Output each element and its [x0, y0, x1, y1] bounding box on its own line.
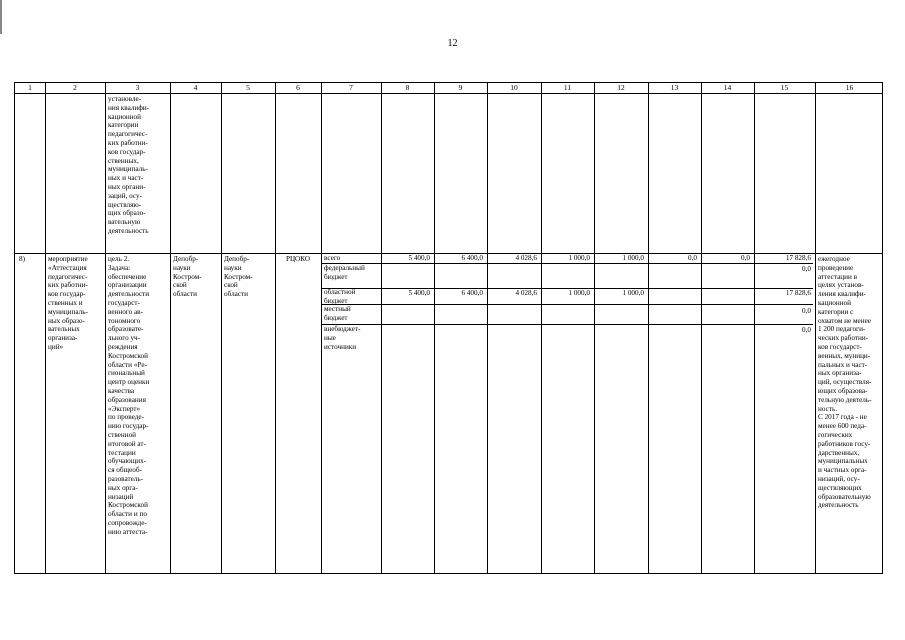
- header-col-3: 3: [135, 83, 140, 92]
- header-col-16: 16: [845, 83, 854, 92]
- header-rule: [15, 93, 882, 94]
- header-col-4: 4: [193, 83, 198, 92]
- extrabudget-col15: 0,0: [802, 326, 811, 334]
- col-divider: [321, 83, 322, 573]
- col-divider: [105, 83, 106, 573]
- col-divider: [381, 83, 382, 573]
- co-executor: Депобр- науки Костром- ской области: [224, 255, 253, 299]
- page-number: 12: [447, 38, 458, 49]
- header-col-9: 9: [458, 83, 463, 92]
- funding-rule: [321, 304, 813, 305]
- col-divider: [45, 83, 46, 573]
- col-divider: [541, 83, 542, 573]
- regional-col10: 4 028,6: [515, 289, 537, 297]
- regional-col11: 1 000,0: [568, 289, 590, 297]
- total-col10: 4 028,6: [515, 254, 537, 262]
- total-col11: 1 000,0: [568, 254, 590, 262]
- header-col-13: 13: [670, 83, 679, 92]
- row-number: 8): [19, 255, 25, 263]
- regional-col8: 5 400,0: [408, 289, 430, 297]
- regional-col12: 1 000,0: [622, 289, 644, 297]
- total-col9: 6 400,0: [461, 254, 483, 262]
- funding-label-extrabudget: внебюджет- ные источники: [324, 325, 361, 351]
- total-col12: 1 000,0: [622, 254, 644, 262]
- funding-label-total: всего: [324, 254, 341, 262]
- header-col-7: 7: [349, 83, 353, 92]
- event-goal: цель 2. Задача: обеспечение организации деятельности государст- венного ав- тономного образовате- льного уч- реждения Костромской области «Ре- гиональный центр оценки качества образования «Эксперт» по проведе- нию государ- ственной итоговой ат- тестации обучающих- ся общеоб- разователь- ных орга- низаций Костромской области и по сопровожде- нию аттеста-: [108, 255, 150, 536]
- header-col-1: 1: [28, 83, 32, 92]
- col-divider: [434, 83, 435, 573]
- regional-col15: 17 828,6: [785, 289, 811, 297]
- participant: РЦОКО: [285, 255, 311, 263]
- header-col-10: 10: [510, 83, 518, 92]
- funding-label-local: местный бюджет: [324, 305, 351, 322]
- col-divider: [815, 83, 816, 573]
- col-divider: [594, 83, 595, 573]
- local-col15: 0,0: [802, 307, 811, 315]
- continued-cell-col3: установле- ния квалифи- кационной категории педагогичес- ких работни- ков государ- ственных, муниципаль- ных и част- ных органи- заций, осу- ществляю- щих образо- вательную деятельность: [108, 95, 150, 235]
- funding-rule: [321, 324, 813, 325]
- header-col-8: 8: [405, 83, 410, 92]
- total-col13: 0,0: [688, 254, 697, 262]
- header-col-5: 5: [246, 83, 250, 92]
- col-divider: [701, 83, 702, 573]
- header-col-2: 2: [73, 83, 77, 92]
- col-divider: [221, 83, 222, 573]
- total-col15: 17 828,6: [785, 254, 811, 262]
- total-col14: 0,0: [741, 254, 750, 262]
- responsible-executor: Депобр- науки Костром- ской области: [173, 255, 202, 299]
- scan-edge-mark: [0, 0, 2, 34]
- col-divider: [170, 83, 171, 573]
- col-divider: [648, 83, 649, 573]
- regional-col9: 6 400,0: [461, 289, 483, 297]
- funding-label-federal: федеральный бюджет: [324, 264, 365, 281]
- col-divider: [487, 83, 488, 573]
- funding-label-regional: областной бюджет: [324, 288, 356, 305]
- header-col-6: 6: [296, 83, 300, 92]
- expected-result: ежегодное проведение аттестации в целях установ- ления квалифи- кационной категории с охватом не менее 1 200 педагоги- ческих работни- ков государст- венных, муници- пальных и част- ных организа- ций, осуществля- ющих образова- тельную деятель- ность. С 2017 года - не менее 600 педа- гогических работников госу- дарственных, муниципальных и частных орга- низаций, осу- ществляющих образовательную деятельность: [818, 255, 872, 510]
- program-table: [14, 82, 883, 574]
- header-col-15: 15: [780, 83, 789, 92]
- total-col8: 5 400,0: [408, 254, 430, 262]
- header-col-12: 12: [617, 83, 625, 92]
- federal-col15: 0,0: [802, 265, 811, 273]
- header-col-11: 11: [563, 83, 572, 92]
- event-name: мероприятие «Аттестация педагогичес- ких работни- ков государ- ственных и муниципаль- ных образо- вательных организа- ций»: [48, 255, 88, 351]
- funding-rule: [321, 263, 813, 264]
- header-col-14: 14: [723, 83, 732, 92]
- col-divider: [275, 83, 276, 573]
